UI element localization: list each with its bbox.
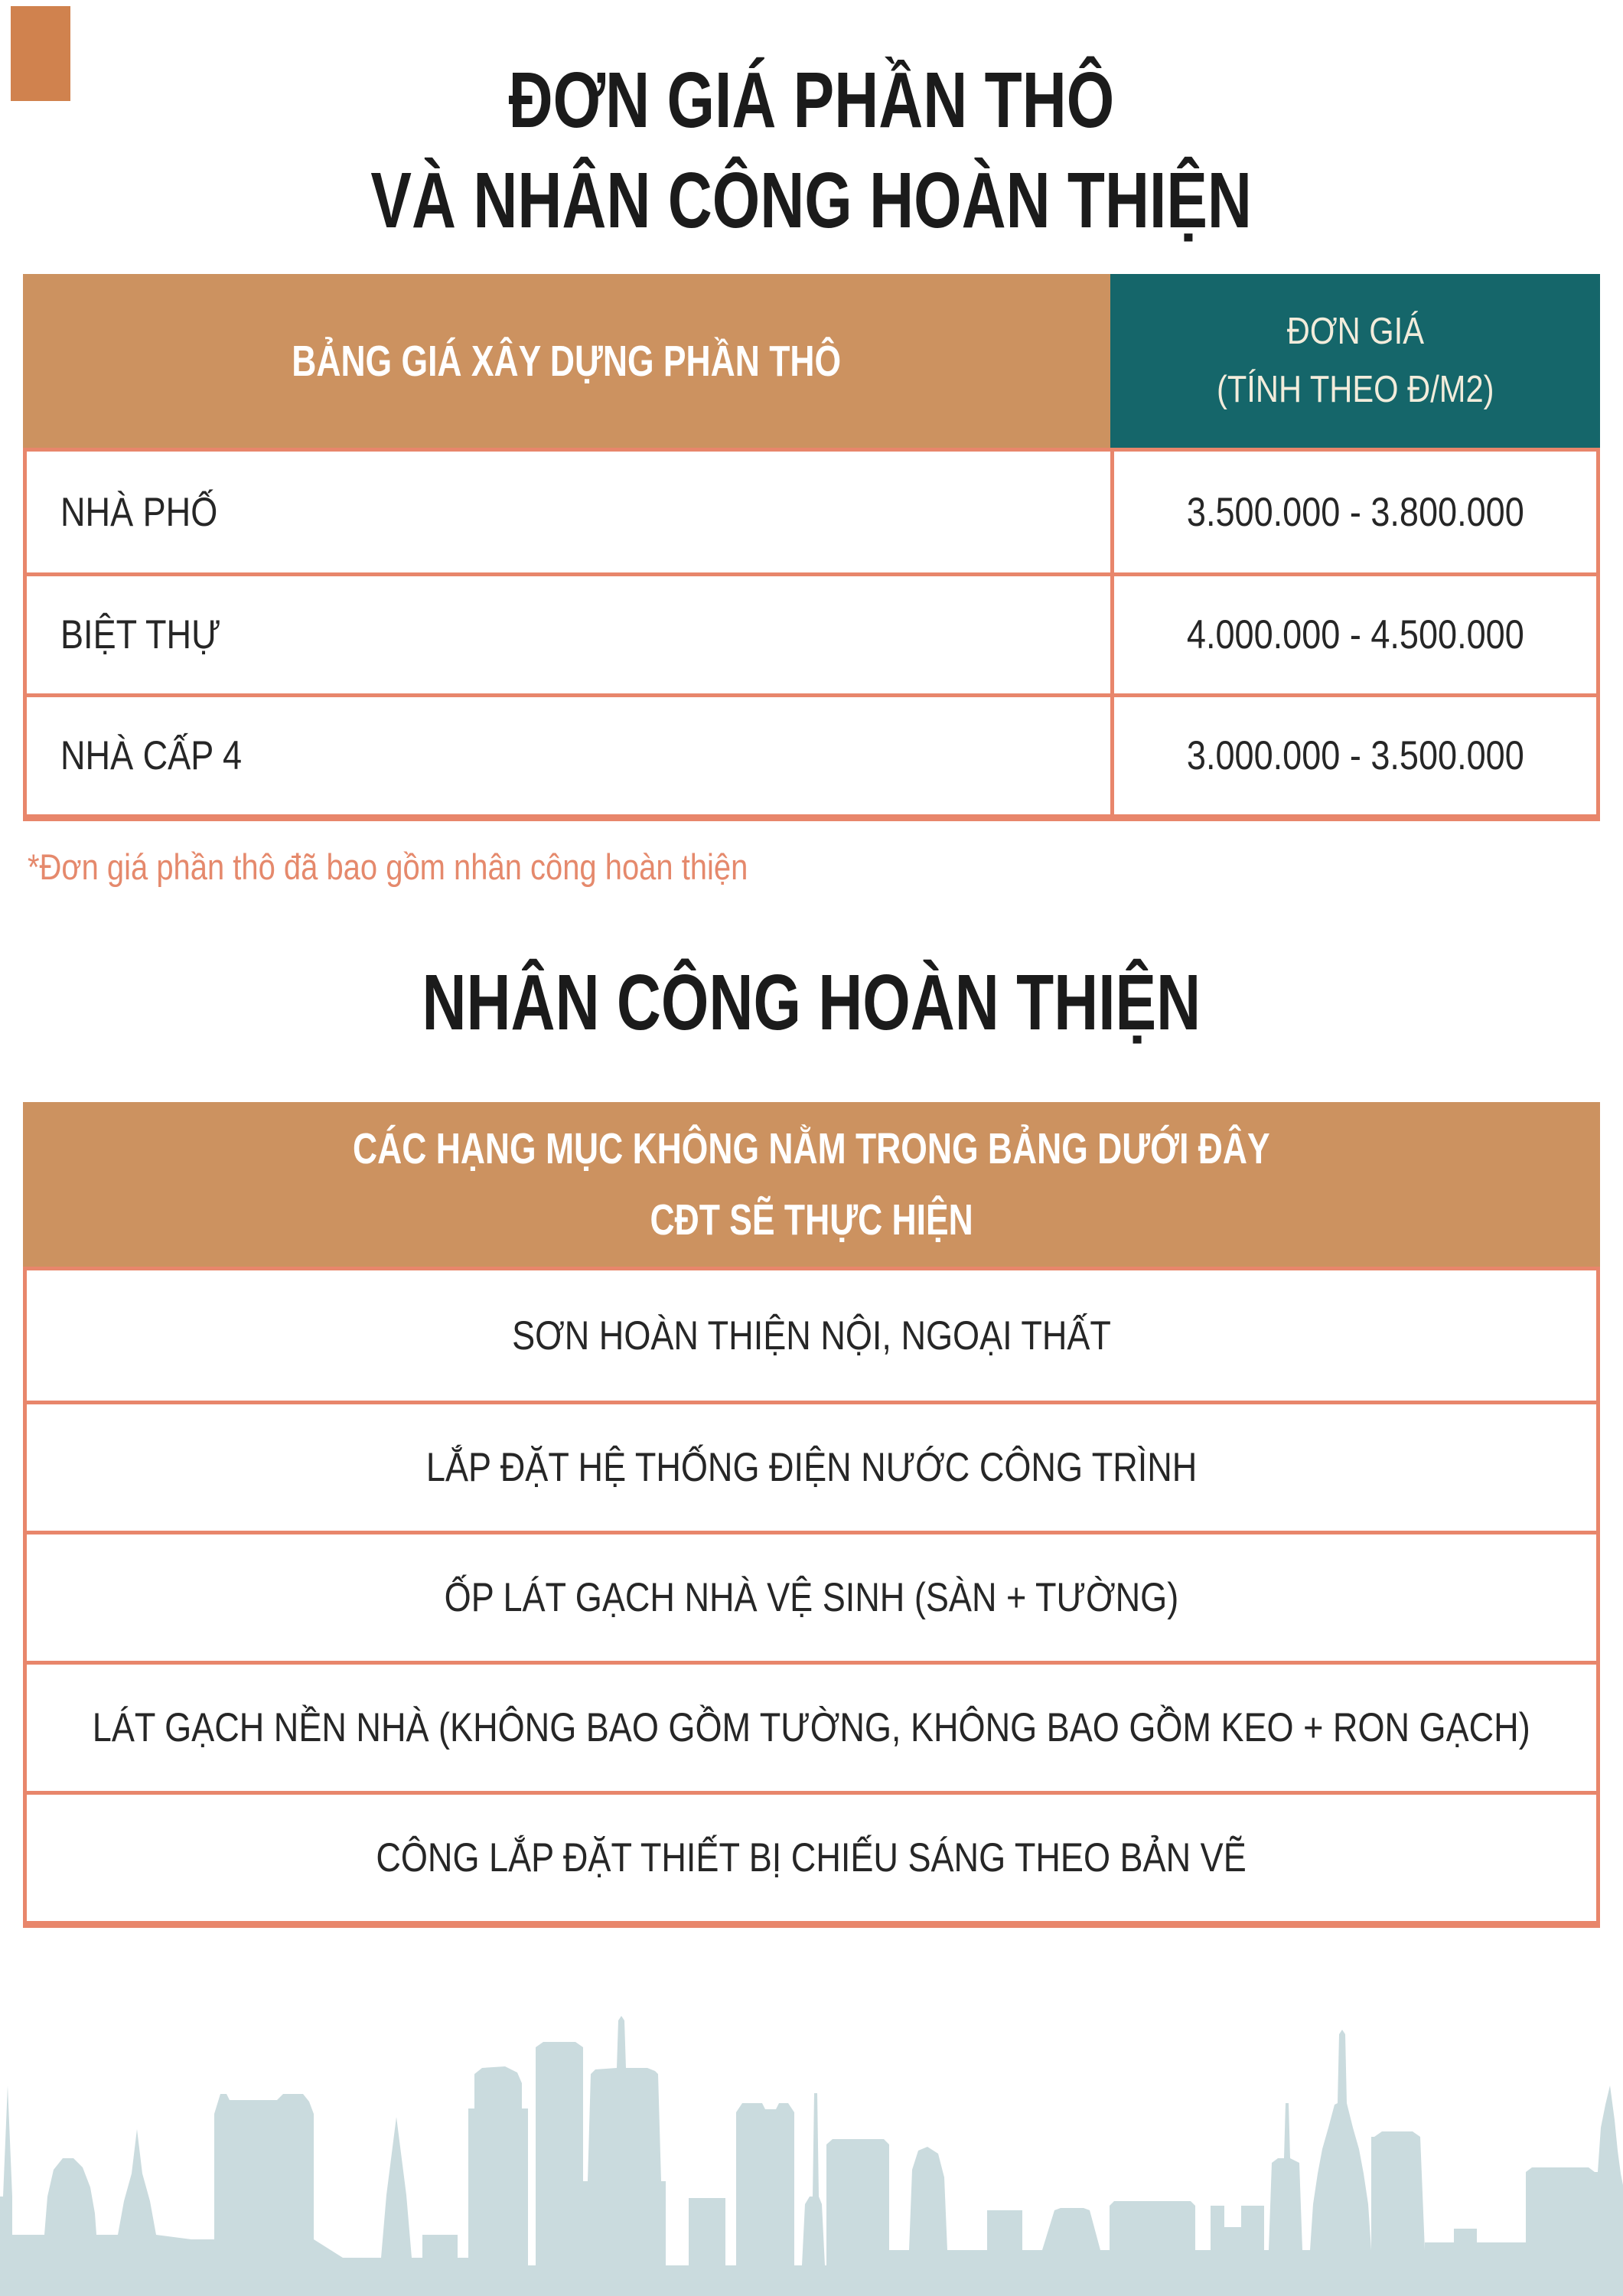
house-type-cell bbox=[27, 576, 1110, 693]
price-range-value: 4.000.000 - 4.500.000 bbox=[1186, 612, 1524, 657]
work-item-label: CÔNG LẮP ĐẶT THIẾT BỊ CHIẾU SÁNG THEO BẢN VẼ bbox=[376, 1835, 1247, 1880]
work-item-label: LÁT GẠCH NỀN NHÀ (KHÔNG BAO GỒM TƯỜNG, KHÔNG BAO GỒM KEO + RON GẠCH) bbox=[93, 1705, 1530, 1750]
footnote bbox=[28, 846, 1558, 888]
page-title bbox=[0, 51, 1623, 251]
table-row bbox=[27, 693, 1596, 814]
table1-header-category-label: BẢNG GIÁ XÂY DỰNG PHẦN THÔ bbox=[292, 336, 842, 386]
page-title-line2: VÀ NHÂN CÔNG HOÀN THIỆN bbox=[370, 155, 1253, 244]
table1-header-price-label-line1: ĐƠN GIÁ bbox=[1286, 310, 1424, 352]
table-row bbox=[27, 452, 1596, 572]
price-range-cell bbox=[1110, 697, 1596, 814]
price-range-cell bbox=[1110, 452, 1596, 572]
table1-header-price-cell bbox=[1110, 274, 1600, 448]
rough-construction-price-table bbox=[23, 274, 1600, 821]
city-skyline-silhouette bbox=[0, 2013, 1623, 2296]
city-skyline-graphic bbox=[0, 2013, 1623, 2296]
finishing-labor-table bbox=[23, 1102, 1600, 1928]
house-type-label: NHÀ PHỐ bbox=[60, 489, 218, 535]
list-item bbox=[27, 1661, 1596, 1791]
price-range-cell bbox=[1110, 576, 1596, 693]
list-item bbox=[27, 1401, 1596, 1531]
house-type-label: NHÀ CẤP 4 bbox=[60, 733, 243, 778]
table2-body bbox=[23, 1267, 1600, 1928]
section2-title-text: NHÂN CÔNG HOÀN THIỆN bbox=[422, 958, 1201, 1046]
price-range-value: 3.500.000 - 3.800.000 bbox=[1186, 489, 1524, 535]
house-type-cell bbox=[27, 452, 1110, 572]
table2-header bbox=[23, 1102, 1600, 1267]
table1-header-category-cell bbox=[23, 274, 1110, 448]
work-item-label: SƠN HOÀN THIỆN NỘI, NGOẠI THẤT bbox=[512, 1313, 1111, 1358]
table2-header-line2: CĐT SẼ THỰC HIỆN bbox=[650, 1195, 973, 1244]
work-item-label: LẮP ĐẶT HỆ THỐNG ĐIỆN NƯỚC CÔNG TRÌNH bbox=[425, 1445, 1198, 1490]
list-item bbox=[27, 1270, 1596, 1401]
house-type-cell bbox=[27, 697, 1110, 814]
table1-header-price-label-line2: (TÍNH THEO Đ/M2) bbox=[1216, 368, 1494, 410]
table1-body bbox=[23, 448, 1600, 821]
table-row bbox=[27, 572, 1596, 693]
table2-header-line1: CÁC HẠNG MỤC KHÔNG NẰM TRONG BẢNG DƯỚI ĐÂY bbox=[353, 1124, 1270, 1174]
section2-title bbox=[0, 955, 1623, 1050]
list-item bbox=[27, 1531, 1596, 1661]
price-range-value: 3.000.000 - 3.500.000 bbox=[1186, 733, 1524, 778]
table1-header-row bbox=[23, 274, 1600, 448]
footnote-text: *Đơn giá phần thô đã bao gồm nhân công hoàn thiện bbox=[28, 846, 748, 887]
house-type-label: BIỆT THỰ bbox=[60, 612, 221, 657]
work-item-label: ỐP LÁT GẠCH NHÀ VỆ SINH (SÀN + TƯỜNG) bbox=[444, 1575, 1179, 1620]
page-title-line1: ĐƠN GIÁ PHẦN THÔ bbox=[508, 56, 1115, 144]
list-item bbox=[27, 1791, 1596, 1921]
